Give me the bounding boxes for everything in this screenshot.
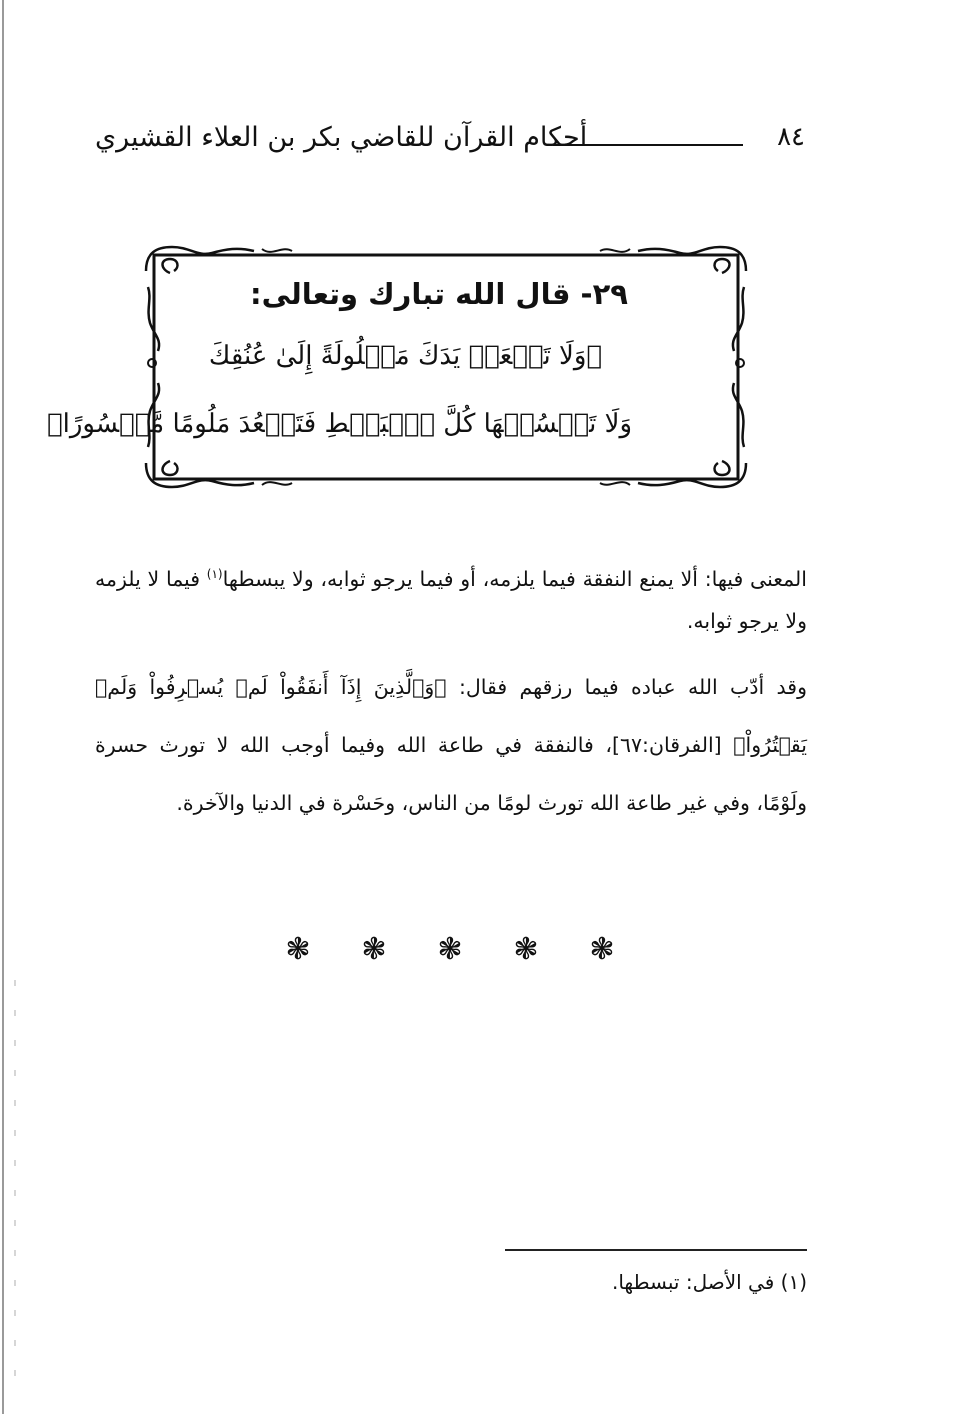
book-title: أحكام القرآن للقاضي بكر بن العلاء القشيري	[95, 122, 588, 153]
scan-edge-line	[2, 0, 4, 1414]
footnote-marker: (١)	[206, 567, 223, 581]
star-ornament-icon: ❃	[285, 932, 311, 967]
paragraph-1-text-b: فيما لا يلزمه ولا يرجو ثوابه.	[95, 566, 807, 633]
star-ornament-icon: ❃	[361, 932, 387, 967]
verse-line-1: ﴿وَلَا تَجۡعَلۡ يَدَكَ مَغۡلُولَةً إِلَىٰ عُنُقِكَ	[208, 341, 602, 371]
star-ornament-icon: ❃	[589, 932, 615, 967]
page-number: ٨٤	[777, 122, 805, 152]
paragraph-1-text-a: المعنى فيها: ألا يمنع النفقة فيما يلزمه، أو فيما يرجو ثوابه، ولا يبسطها	[222, 566, 807, 591]
star-ornament-icon: ❃	[437, 932, 463, 967]
footnote: (١) في الأصل: تبسطها.	[611, 1270, 807, 1294]
verse-line-2: وَلَا تَبۡسُطۡهَا كُلَّ ٱلۡبَسۡطِ فَتَقۡعُدَ مَلُومًا مَّحۡسُورًا﴾	[47, 409, 632, 439]
paragraph-commentary	[95, 658, 807, 832]
paragraph-meaning	[95, 553, 807, 642]
paragraph-2-text: وقد أدّب الله عباده فيما رزقهم فقال: ﴿وَٱلَّذِينَ إِذَآ أَنفَقُواْ لَمۡ يُسۡرِفُواْ وَلَمۡ يَقۡتُرُواْ﴾ [الفرقان:٦٧]، فالنفقة في طاعة الله وفيما أوجب الله لا تورث حسرة ولَوْمًا، وفي غير طاعة الله تورث لومًا من الناس، وحَسْرة في الدنيا والآخرة.	[95, 675, 807, 815]
verse-frame	[47, 243, 750, 491]
verse-heading: ٢٩- قال الله تبارك وتعالى:	[249, 277, 628, 311]
scan-edge-marks	[14, 980, 16, 1400]
footnote-rule	[505, 1249, 807, 1251]
star-ornament-icon: ❃	[513, 932, 539, 967]
section-separator	[280, 932, 620, 968]
running-header	[95, 118, 805, 168]
